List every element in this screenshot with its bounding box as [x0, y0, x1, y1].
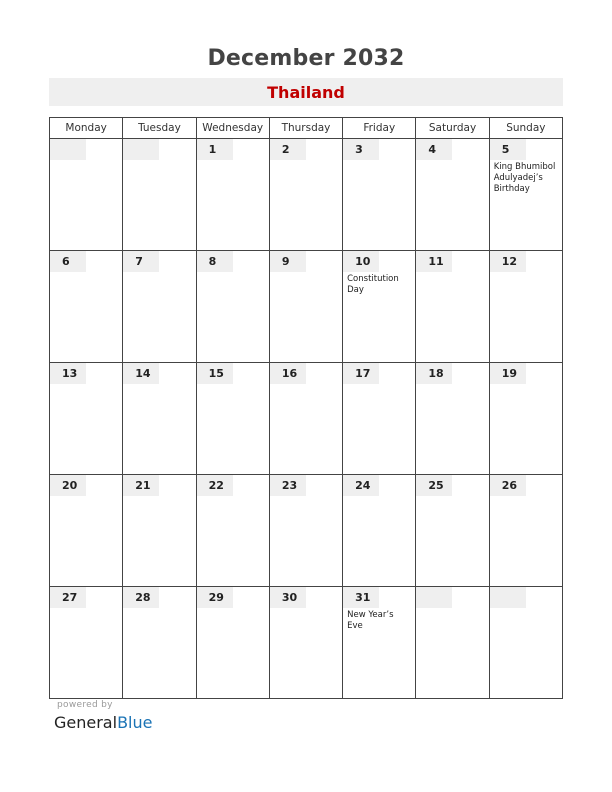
- day-number-box: [490, 251, 526, 272]
- day-number-box: [416, 475, 452, 496]
- brand-blue: Blue: [117, 713, 153, 732]
- day-cell[interactable]: [196, 251, 269, 363]
- day-number: 25: [428, 479, 444, 492]
- day-number-box: [416, 251, 452, 272]
- day-number-box: [50, 475, 86, 496]
- day-cell[interactable]: [123, 363, 196, 475]
- week-row: [50, 475, 563, 587]
- day-cell[interactable]: [416, 587, 489, 699]
- holiday-label: [123, 272, 195, 274]
- day-cell[interactable]: [123, 251, 196, 363]
- holiday-label: [270, 496, 342, 498]
- holiday-label: [490, 272, 562, 274]
- day-number: 31: [355, 591, 371, 604]
- holiday-label: [270, 272, 342, 274]
- day-number-box: [343, 139, 379, 160]
- day-number-box: [270, 251, 306, 272]
- day-number: [123, 139, 159, 143]
- holiday-label: [416, 608, 488, 610]
- day-number: 10: [355, 255, 371, 268]
- day-number-box: [197, 363, 233, 384]
- calendar-title: December 2032: [207, 46, 405, 71]
- day-cell[interactable]: [196, 587, 269, 699]
- day-cell[interactable]: [269, 363, 342, 475]
- weekday-wednesday: Wednesday: [196, 118, 269, 139]
- day-number-box: [270, 363, 306, 384]
- day-number-box: [270, 587, 306, 608]
- holiday-label: [343, 384, 415, 386]
- day-number-box: [50, 587, 86, 608]
- week-row: [50, 587, 563, 699]
- day-number: 19: [501, 367, 517, 380]
- weekday-thursday: Thursday: [269, 118, 342, 139]
- holiday-label: [416, 160, 488, 162]
- day-number-box: [197, 139, 233, 160]
- day-number-box: [490, 363, 526, 384]
- holiday-label: [490, 496, 562, 498]
- day-cell[interactable]: [416, 363, 489, 475]
- day-cell[interactable]: [50, 587, 123, 699]
- day-number-box: [416, 363, 452, 384]
- holiday-label: [416, 272, 488, 274]
- day-number-box: [197, 475, 233, 496]
- day-number: 28: [135, 591, 151, 604]
- day-number: 3: [355, 143, 363, 156]
- holiday-label: [197, 496, 269, 498]
- day-number-box: [490, 475, 526, 496]
- day-cell[interactable]: [196, 139, 269, 251]
- day-number: 26: [501, 479, 517, 492]
- holiday-label: [197, 272, 269, 274]
- day-number-box: [123, 363, 159, 384]
- holiday-label: [343, 496, 415, 498]
- day-cell[interactable]: [416, 475, 489, 587]
- day-number-box: [343, 475, 379, 496]
- day-number: 18: [428, 367, 444, 380]
- day-cell[interactable]: [489, 475, 562, 587]
- day-number-box: [197, 587, 233, 608]
- day-number: 6: [62, 255, 70, 268]
- day-number: 1: [208, 143, 217, 156]
- holiday-label: [50, 496, 122, 498]
- holiday-label: [123, 384, 195, 386]
- day-number: 4: [428, 143, 437, 156]
- day-number: 12: [501, 255, 517, 268]
- brand-general: General: [54, 713, 118, 732]
- holiday-label: [343, 160, 415, 162]
- week-row: [50, 363, 563, 475]
- day-cell[interactable]: [123, 139, 196, 251]
- day-number: 2: [281, 143, 290, 156]
- country-name: Thailand: [267, 83, 345, 102]
- day-cell[interactable]: [50, 139, 123, 251]
- country-banner: [49, 78, 563, 106]
- day-cell[interactable]: [489, 587, 562, 699]
- day-number: 27: [62, 591, 78, 604]
- day-number: 22: [208, 479, 224, 492]
- day-number: 30: [281, 591, 298, 604]
- day-number: 15: [208, 367, 224, 380]
- weekday-header-row: [50, 118, 563, 139]
- holiday-label: [416, 496, 488, 498]
- holiday-label: [270, 160, 342, 162]
- calendar-grid: [49, 117, 563, 699]
- day-cell[interactable]: [196, 363, 269, 475]
- day-number-box: [343, 587, 379, 608]
- day-cell[interactable]: [196, 475, 269, 587]
- day-cell[interactable]: [50, 363, 123, 475]
- day-number-box: [343, 363, 379, 384]
- day-cell[interactable]: [343, 587, 416, 699]
- holiday-label: [123, 496, 195, 498]
- day-number-box: [270, 475, 306, 496]
- day-number: 29: [208, 591, 224, 604]
- day-cell[interactable]: [123, 475, 196, 587]
- holiday-label: [123, 608, 195, 610]
- day-number: 9: [281, 255, 290, 268]
- day-number-box: [123, 139, 159, 160]
- day-number: 20: [62, 479, 78, 492]
- day-number: [416, 587, 452, 591]
- day-number: 13: [62, 367, 78, 380]
- day-cell[interactable]: [50, 251, 123, 363]
- day-number: [490, 587, 526, 591]
- holiday-label: New Year’s Eve: [347, 610, 394, 631]
- day-cell[interactable]: [123, 587, 196, 699]
- day-number: 21: [135, 479, 151, 492]
- holiday-label: King Bhumibol Adulyadej’s Birthday: [493, 162, 556, 194]
- day-number: 11: [428, 255, 444, 268]
- holiday-label: [50, 608, 122, 610]
- week-row: [50, 251, 563, 363]
- day-cell[interactable]: [416, 251, 489, 363]
- day-cell[interactable]: [489, 363, 562, 475]
- day-number-box: [50, 139, 86, 160]
- day-number-box: [50, 363, 86, 384]
- day-number-box: [270, 139, 306, 160]
- holiday-label: [123, 160, 195, 162]
- day-cell[interactable]: [343, 251, 416, 363]
- day-number: 24: [355, 479, 371, 492]
- weekday-friday: Friday: [343, 118, 416, 139]
- powered-by-text: powered by: [57, 700, 113, 710]
- weekday-saturday: Saturday: [416, 118, 489, 139]
- day-number: [50, 139, 86, 143]
- day-cell[interactable]: [269, 251, 342, 363]
- day-number: 17: [355, 367, 371, 380]
- week-row: [50, 139, 563, 251]
- day-number-box: [490, 587, 526, 608]
- holiday-label: [50, 384, 122, 386]
- holiday-label: [490, 384, 562, 386]
- day-number-box: [123, 587, 159, 608]
- day-cell[interactable]: [269, 139, 342, 251]
- day-number-box: [123, 475, 159, 496]
- day-cell[interactable]: [489, 251, 562, 363]
- holiday-label: [490, 608, 562, 610]
- holiday-label: [197, 608, 269, 610]
- day-number: 5: [501, 143, 510, 156]
- holiday-label: [270, 384, 342, 386]
- day-number-box: [416, 587, 452, 608]
- weekday-tuesday: Tuesday: [123, 118, 196, 139]
- day-cell[interactable]: [489, 139, 562, 251]
- generalblue-logo[interactable]: [54, 713, 152, 732]
- day-number: 23: [281, 479, 298, 492]
- holiday-label: [50, 272, 122, 274]
- day-number-box: [343, 251, 379, 272]
- day-cell[interactable]: [343, 139, 416, 251]
- holiday-label: [197, 160, 269, 162]
- holiday-label: Constitution Day: [347, 274, 399, 295]
- holiday-label: [50, 160, 122, 162]
- day-number: 14: [135, 367, 151, 380]
- weekday-sunday: Sunday: [489, 118, 562, 139]
- day-number: 7: [135, 255, 143, 268]
- day-cell[interactable]: [343, 363, 416, 475]
- day-cell[interactable]: [343, 475, 416, 587]
- day-cell[interactable]: [269, 475, 342, 587]
- day-number: 16: [281, 367, 298, 380]
- day-number-box: [416, 139, 452, 160]
- holiday-label: [416, 384, 488, 386]
- day-number-box: [197, 251, 233, 272]
- holiday-label: [197, 384, 269, 386]
- day-cell[interactable]: [269, 587, 342, 699]
- day-cell[interactable]: [50, 475, 123, 587]
- weekday-monday: Monday: [50, 118, 123, 139]
- day-number-box: [50, 251, 86, 272]
- day-number-box: [490, 139, 526, 160]
- holiday-label: [270, 608, 342, 610]
- day-number: 8: [208, 255, 217, 268]
- day-cell[interactable]: [416, 139, 489, 251]
- day-number-box: [123, 251, 159, 272]
